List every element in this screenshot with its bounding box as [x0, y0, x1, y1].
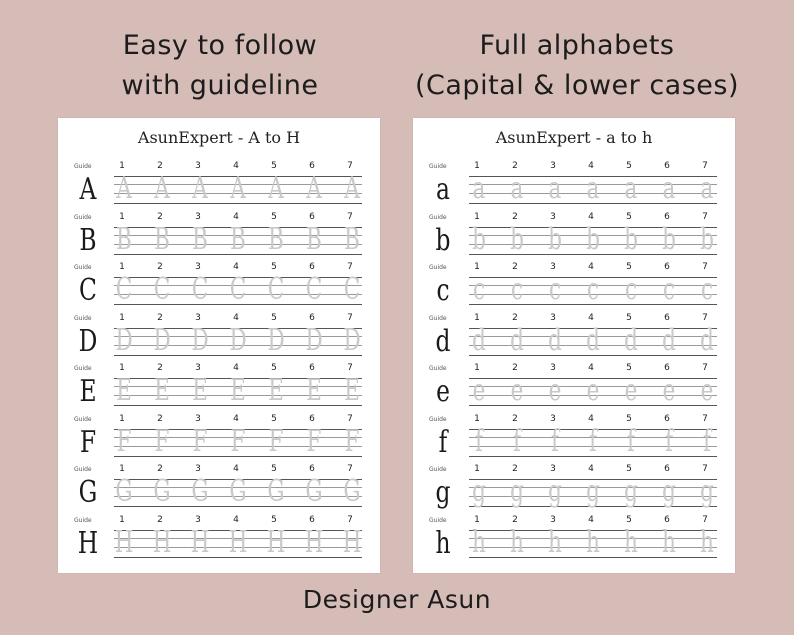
column-number: 5 [626, 464, 632, 474]
trace-letter: D [115, 322, 133, 358]
column-number: 3 [195, 161, 201, 171]
column-number: 5 [271, 514, 277, 525]
trace-letter: A [154, 171, 170, 206]
trace-letter: C [267, 272, 285, 307]
column-number: 3 [550, 514, 556, 525]
trace-letter: G [153, 474, 171, 509]
column-number: 6 [309, 413, 315, 424]
column-number: 4 [233, 312, 239, 323]
letter-row [58, 364, 380, 416]
guide-label: Guide [429, 264, 447, 271]
trace-letter: D [153, 322, 171, 358]
model-letter: F [79, 424, 97, 460]
trace-letter: b [472, 221, 486, 257]
column-number: 2 [512, 161, 518, 171]
column-number: 7 [347, 262, 353, 272]
trace-letter: e [510, 373, 524, 408]
trace-letter: G [229, 474, 247, 509]
column-number: 6 [664, 514, 670, 525]
trace-letter: D [191, 322, 209, 358]
trace-letter: G [267, 474, 285, 509]
column-number: 1 [119, 514, 125, 525]
column-number: 3 [550, 211, 556, 222]
column-number: 5 [626, 363, 632, 373]
column-number: 6 [664, 262, 670, 272]
trace-letter: a [662, 171, 676, 206]
trace-letter: H [190, 524, 210, 560]
column-number: 3 [195, 464, 201, 474]
column-number: 5 [271, 312, 277, 323]
trace-letter: e [662, 373, 676, 408]
column-number: 6 [309, 262, 315, 272]
column-number: 3 [550, 363, 556, 373]
trace-letter: b [548, 221, 562, 257]
guide-label: Guide [429, 516, 447, 524]
trace-letter: E [306, 373, 322, 408]
trace-letter: F [154, 423, 170, 459]
model-letter: a [436, 172, 450, 207]
trace-letter: c [700, 272, 714, 307]
guide-label: Guide [429, 213, 447, 221]
column-number: 7 [702, 413, 708, 424]
column-number: 3 [195, 211, 201, 222]
model-letter: b [435, 222, 451, 258]
column-number: 5 [626, 312, 632, 323]
letter-row [58, 263, 380, 315]
column-number: 7 [702, 464, 708, 474]
letter-row [413, 364, 735, 416]
trace-letter: b [662, 221, 676, 257]
column-number: 4 [233, 514, 239, 525]
column-number: 6 [309, 161, 315, 171]
trace-letter: E [344, 373, 360, 408]
trace-letter: a [510, 171, 524, 206]
column-number: 6 [664, 161, 670, 171]
column-number: 2 [512, 413, 518, 424]
model-letter: G [78, 475, 98, 510]
right-caption [412, 26, 742, 106]
column-number: 5 [626, 413, 632, 424]
column-number: 7 [702, 262, 708, 272]
guide-label: Guide [429, 415, 447, 423]
trace-letter: G [191, 474, 209, 509]
guide-label: Guide [74, 163, 92, 170]
column-number: 1 [474, 514, 480, 525]
trace-letter: B [306, 221, 322, 257]
trace-letter: b [510, 221, 524, 257]
letter-row [413, 263, 735, 315]
trace-letter: e [586, 373, 600, 408]
column-number: 7 [702, 514, 708, 525]
trace-letter: d [662, 322, 676, 358]
column-number: 5 [626, 161, 632, 171]
trace-letter: D [229, 322, 247, 358]
column-number: 7 [702, 312, 708, 323]
trace-letter: D [343, 322, 361, 358]
column-number: 3 [550, 312, 556, 323]
left-caption [60, 26, 380, 106]
trace-letter: E [116, 373, 132, 408]
column-number: 2 [512, 312, 518, 323]
column-number: 2 [157, 262, 163, 272]
model-letter: d [435, 323, 451, 359]
column-number: 2 [157, 464, 163, 474]
guide-label: Guide [429, 314, 447, 322]
trace-letter: F [268, 423, 284, 459]
column-number: 2 [157, 514, 163, 525]
column-number: 5 [271, 363, 277, 373]
column-number: 4 [233, 211, 239, 222]
column-number: 5 [626, 262, 632, 272]
trace-letter: b [700, 221, 714, 257]
trace-letter: d [472, 322, 486, 358]
trace-letter: A [230, 171, 246, 206]
column-number: 1 [474, 413, 480, 424]
trace-letter: c [624, 272, 638, 307]
guide-label: Guide [429, 365, 447, 372]
trace-letter: d [700, 322, 714, 358]
column-number: 1 [474, 262, 480, 272]
column-number: 3 [195, 514, 201, 525]
trace-letter: A [116, 171, 132, 206]
column-number: 7 [347, 161, 353, 171]
trace-letter: g [472, 474, 486, 509]
guide-label: Guide [429, 163, 447, 170]
column-number: 4 [588, 312, 594, 323]
trace-letter: B [344, 221, 360, 257]
letter-row [58, 415, 380, 467]
column-number: 7 [347, 413, 353, 424]
trace-letter: H [114, 524, 134, 560]
column-number: 1 [119, 262, 125, 272]
trace-letter: f [512, 423, 521, 459]
trace-letter: C [153, 272, 171, 307]
trace-letter: E [192, 373, 208, 408]
trace-letter: d [548, 322, 562, 358]
column-number: 4 [588, 464, 594, 474]
trace-letter: F [116, 423, 132, 459]
trace-letter: H [304, 524, 324, 560]
trace-letter: A [344, 171, 360, 206]
guide-label: Guide [429, 466, 447, 473]
worksheet-title: AsunExpert - a to h [495, 128, 653, 147]
trace-letter: a [472, 171, 486, 206]
column-number: 7 [347, 312, 353, 323]
column-number: 3 [550, 413, 556, 424]
trace-letter: B [230, 221, 246, 257]
column-number: 3 [550, 161, 556, 171]
column-number: 2 [157, 413, 163, 424]
column-number: 7 [347, 464, 353, 474]
trace-letter: B [192, 221, 208, 257]
trace-letter: C [305, 272, 323, 307]
trace-letter: c [586, 272, 600, 307]
column-number: 6 [664, 211, 670, 222]
trace-letter: B [116, 221, 132, 257]
column-number: 4 [233, 262, 239, 272]
trace-letter: f [702, 423, 711, 459]
column-number: 3 [550, 464, 556, 474]
column-number: 2 [157, 161, 163, 171]
letter-row [413, 415, 735, 467]
column-number: 4 [588, 211, 594, 222]
column-number: 6 [664, 363, 670, 373]
trace-letter: h [624, 524, 638, 560]
model-letter: C [79, 273, 97, 308]
guide-label: Guide [74, 365, 92, 372]
model-letter: B [79, 222, 97, 258]
trace-letter: f [626, 423, 635, 459]
column-number: 6 [309, 514, 315, 525]
column-number: 4 [588, 161, 594, 171]
column-number: 3 [550, 262, 556, 272]
trace-letter: A [192, 171, 208, 206]
model-letter: h [435, 525, 451, 561]
trace-letter: e [548, 373, 562, 408]
column-number: 1 [474, 211, 480, 222]
guide-label: Guide [74, 466, 92, 473]
column-number: 7 [702, 211, 708, 222]
column-number: 5 [271, 211, 277, 222]
letter-row [58, 314, 380, 366]
column-number: 6 [664, 413, 670, 424]
column-number: 5 [271, 413, 277, 424]
left-caption-line-1: Easy to follow [122, 30, 318, 61]
trace-letter: b [624, 221, 638, 257]
trace-letter: G [343, 474, 361, 509]
column-number: 7 [347, 211, 353, 222]
designer-credit: Designer Asun [302, 585, 492, 614]
trace-letter: C [229, 272, 247, 307]
column-number: 3 [195, 312, 201, 323]
column-number: 1 [119, 312, 125, 323]
trace-letter: C [191, 272, 209, 307]
model-letter: c [436, 273, 450, 308]
column-number: 6 [309, 363, 315, 373]
model-letter: D [78, 323, 98, 359]
right-caption-line-2: (Capital & lower cases) [415, 70, 739, 101]
trace-letter: G [115, 474, 133, 509]
trace-letter: g [548, 474, 562, 509]
capital-worksheet [58, 118, 380, 573]
column-number: 1 [474, 363, 480, 373]
column-number: 2 [157, 312, 163, 323]
trace-letter: f [550, 423, 559, 459]
trace-letter: g [586, 474, 600, 509]
trace-letter: f [664, 423, 673, 459]
trace-letter: F [192, 423, 208, 459]
trace-letter: e [624, 373, 638, 408]
guide-label: Guide [74, 264, 92, 271]
trace-letter: C [115, 272, 133, 307]
model-letter: g [435, 475, 451, 510]
column-number: 5 [626, 211, 632, 222]
column-number: 1 [119, 211, 125, 222]
column-number: 1 [119, 363, 125, 373]
trace-letter: g [624, 474, 638, 509]
trace-letter: f [588, 423, 597, 459]
trace-letter: a [548, 171, 562, 206]
trace-letter: A [268, 171, 284, 206]
left-caption-line-2: with guideline [121, 70, 319, 101]
trace-letter: a [700, 171, 714, 206]
letter-row [413, 516, 735, 568]
trace-letter: H [266, 524, 286, 560]
trace-letter: D [305, 322, 323, 358]
trace-letter: H [228, 524, 248, 560]
column-number: 4 [588, 262, 594, 272]
column-number: 7 [702, 363, 708, 373]
column-number: 4 [233, 363, 239, 373]
column-number: 5 [271, 464, 277, 474]
column-number: 6 [309, 312, 315, 323]
trace-letter: a [624, 171, 638, 206]
trace-letter: F [306, 423, 322, 459]
column-number: 1 [474, 464, 480, 474]
letter-row [58, 162, 380, 214]
column-number: 3 [195, 413, 201, 424]
column-number: 3 [195, 363, 201, 373]
letter-row [413, 314, 735, 366]
model-letter: E [79, 374, 97, 409]
column-number: 6 [309, 464, 315, 474]
trace-letter: B [154, 221, 170, 257]
right-caption-line-1: Full alphabets [479, 30, 675, 61]
letter-row [58, 213, 380, 265]
trace-letter: d [624, 322, 638, 358]
column-number: 2 [157, 211, 163, 222]
letter-row [413, 162, 735, 214]
letter-row [413, 213, 735, 265]
column-number: 5 [271, 161, 277, 171]
trace-letter: h [700, 524, 714, 560]
column-number: 6 [664, 312, 670, 323]
guide-label: Guide [74, 415, 92, 423]
guide-label: Guide [74, 213, 92, 221]
column-number: 2 [512, 262, 518, 272]
trace-letter: E [268, 373, 284, 408]
column-number: 6 [664, 464, 670, 474]
column-number: 1 [119, 413, 125, 424]
model-letter: A [79, 172, 97, 207]
trace-letter: A [306, 171, 322, 206]
trace-letter: E [154, 373, 170, 408]
guide-label: Guide [74, 516, 92, 524]
trace-letter: b [586, 221, 600, 257]
column-number: 4 [233, 464, 239, 474]
column-number: 4 [588, 514, 594, 525]
trace-letter: h [662, 524, 676, 560]
lowercase-worksheet [413, 118, 735, 573]
trace-letter: G [305, 474, 323, 509]
trace-letter: c [472, 272, 486, 307]
column-number: 7 [702, 161, 708, 171]
column-number: 2 [157, 363, 163, 373]
trace-letter: C [343, 272, 361, 307]
trace-letter: g [510, 474, 524, 509]
column-number: 2 [512, 464, 518, 474]
trace-letter: d [510, 322, 524, 358]
letter-row [58, 465, 380, 517]
column-number: 5 [271, 262, 277, 272]
trace-letter: c [548, 272, 562, 307]
trace-letter: c [662, 272, 676, 307]
column-number: 1 [474, 161, 480, 171]
column-number: 2 [512, 211, 518, 222]
column-number: 7 [347, 363, 353, 373]
column-number: 2 [512, 514, 518, 525]
guide-label: Guide [74, 314, 92, 322]
column-number: 6 [309, 211, 315, 222]
trace-letter: h [510, 524, 524, 560]
trace-letter: H [152, 524, 172, 560]
column-number: 4 [588, 413, 594, 424]
column-number: 1 [119, 161, 125, 171]
trace-letter: F [344, 423, 360, 459]
model-letter: e [436, 374, 450, 409]
trace-letter: H [342, 524, 362, 560]
trace-letter: D [267, 322, 285, 358]
trace-letter: c [510, 272, 524, 307]
model-letter: f [438, 424, 448, 460]
column-number: 7 [347, 514, 353, 525]
trace-letter: h [586, 524, 600, 560]
trace-letter: F [230, 423, 246, 459]
trace-letter: e [472, 373, 486, 408]
trace-letter: E [230, 373, 246, 408]
trace-letter: h [472, 524, 486, 560]
model-letter: H [77, 525, 99, 561]
trace-letter: g [662, 474, 676, 509]
trace-letter: B [268, 221, 284, 257]
trace-letter: f [474, 423, 483, 459]
column-number: 4 [588, 363, 594, 373]
trace-letter: d [586, 322, 600, 358]
column-number: 3 [195, 262, 201, 272]
column-number: 4 [233, 161, 239, 171]
column-number: 5 [626, 514, 632, 525]
trace-letter: a [586, 171, 600, 206]
column-number: 4 [233, 413, 239, 424]
column-number: 2 [512, 363, 518, 373]
letter-row [58, 516, 380, 568]
column-number: 1 [119, 464, 125, 474]
column-number: 1 [474, 312, 480, 323]
letter-row [413, 465, 735, 517]
worksheet-title: AsunExpert - A to H [137, 128, 301, 147]
trace-letter: g [700, 474, 714, 509]
trace-letter: h [548, 524, 562, 560]
trace-letter: e [700, 373, 714, 408]
